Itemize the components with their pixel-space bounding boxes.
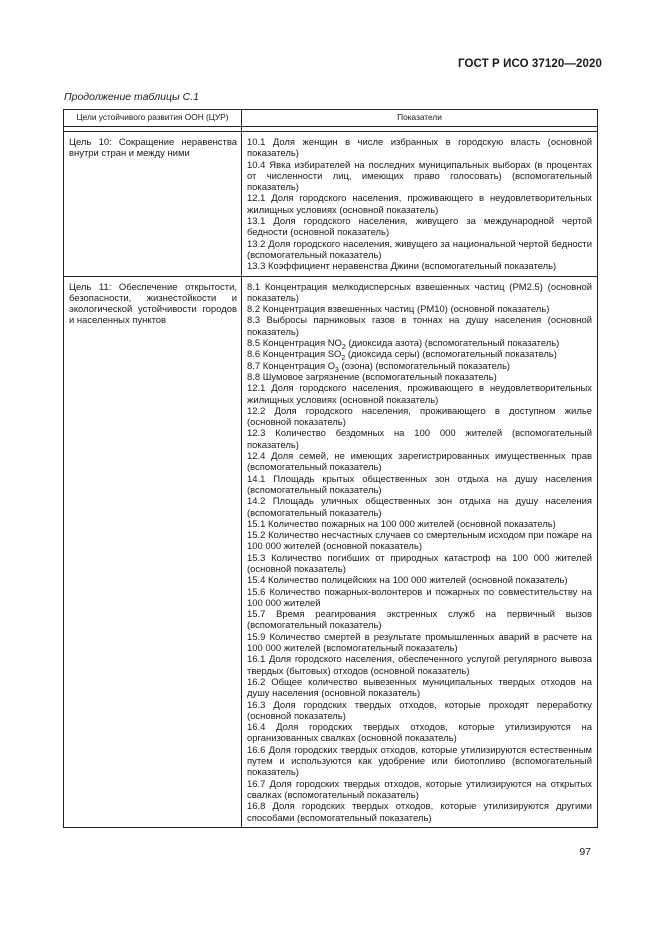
indicator-item: 16.4 Доля городских твердых отходов, которые утилизируются на организованных свалках (основной показатель) (247, 722, 592, 745)
document-code: ГОСТ Р ИСО 37120—2020 (457, 58, 602, 70)
indicator-item: 10.4 Явка избирателей на последних муниципальных выборах (в процентах от численности лиц, имеющих право голосовать) (вспомогательный показатель) (247, 159, 592, 194)
indicator-item: 8.8 Шумовое загрязнение (вспомогательный показатель) (247, 371, 497, 383)
indicator-item: 12.2 Доля городского населения, проживающего в доступном жилье (основной показатель) (247, 405, 592, 429)
table-row (64, 276, 598, 827)
indicator-item: 16.6 Доля городских твердых отходов, которые утилизируются естественным путем и используются как удобрение или биотопливо (вспомогательный показатель) (247, 744, 592, 779)
indicator-item: 15.4 Количество полицейских на 100 000 жителей (основной показатель) (247, 575, 568, 587)
indicator-item: 16.3 Доля городских твердых отходов, которые проходят переработку (основной показатель) (247, 699, 592, 722)
indicator-item: 15.2 Количество несчастных случаев со смертельным исходом при пожаре на 100 000 жителей (основной показатель) (247, 530, 592, 553)
header-indicators: Показатели (242, 110, 598, 127)
page-number: 97 (579, 846, 591, 858)
indicator-item: 12.1 Доля городского населения, проживающего в неудовлетворительных жилищных условиях (основной показатель) (247, 383, 592, 406)
header-goals: Цели устойчивого развития ООН (ЦУР) (64, 110, 242, 127)
indicator-item: 14.2 Площадь уличных общественных зон отдыха на душу населения (вспомогательный показатель) (247, 496, 592, 519)
goal-cell: Цель 11: Обеспечение открытости, безопасности, жизнестойкости и экологической устойчивости городов и населенных пунктов (64, 276, 242, 827)
table-caption: Продолжение таблицы С.1 (64, 91, 199, 103)
indicator-item: 14.1 Площадь крытых общественных зон отдыха на душу населения (вспомогательный показатель) (247, 473, 592, 496)
indicator-item: 15.7 Время реагирования экстренных служб на первичный вызов (вспомогательный показатель) (247, 609, 592, 632)
table-row (64, 132, 598, 277)
indicator-item: 13.3 Коэффициент неравенства Джини (вспомогательный показатель) (247, 261, 557, 273)
indicator-item: 8.1 Концентрация мелкодисперсных взвешенных частиц (PM2.5) (основной показатель) (247, 281, 592, 304)
indicator-item: 16.2 Общее количество вывезенных муниципальных твердых отходов на душу населения (основной показатель) (247, 676, 592, 700)
indicator-item: 15.9 Количество смертей в результате промышленных аварий в расчете на 100 000 жителей (вспомогательный показатель) (247, 631, 592, 655)
indicator-item: 8.7 Концентрация $O_3$ (озона) (вспомогательный показатель) (247, 360, 511, 374)
indicator-item: 13.1 Доля городского населения, живущего за международной чертой бедности (основной показатель) (247, 216, 592, 239)
indicator-item: 10.1 Доля женщин в числе избранных в городскую власть (основной показатель) (247, 137, 592, 160)
indicator-item: 8.3 Выбросы парниковых газов в тоннах на душу населения (основной показатель) (247, 315, 592, 338)
indicator-item: 8.5 Концентрация $NO_2$ (диоксида азота) (вспомогательный показатель) (247, 338, 560, 351)
indicator-item: 12.1 Доля городского населения, проживающего в неудовлетворительных жилищных условиях (основной показатель) (247, 193, 592, 216)
indicator-item: 16.7 Доля городских твердых отходов, которые утилизируются на открытых свалках (вспомогательный показатель) (247, 778, 592, 801)
indicator-item: 8.2 Концентрация взвешенных частиц (PM10) (основной показатель) (247, 304, 550, 316)
indicator-item: 13.2 Доля городского населения, живущего за национальной чертой бедности (вспомогательный показатель) (247, 238, 592, 261)
indicator-item: 15.3 Количество погибших от природных катастроф на 100 000 жителей (основной показатель) (247, 552, 592, 575)
indicators-cell (242, 276, 598, 827)
indicator-item: 12.4 Доля семей, не имеющих зарегистрированных имущественных прав (вспомогательный показатель) (247, 451, 592, 474)
indicator-item: 16.1 Доля городского населения, обеспеченного услугой регулярного вывоза твердых (бытовых) отходов (основной показатель) (247, 654, 592, 677)
indicator-item: 15.1 Количество пожарных на 100 000 жителей (основной показатель) (247, 518, 556, 530)
indicator-item: 12.3 Количество бездомных на 100 000 жителей (вспомогательный показатель) (247, 428, 592, 451)
indicator-item: 16.8 Доля городских твердых отходов, которые утилизируются другими способами (вспомогательный показатель) (247, 801, 592, 824)
goal-cell: Цель 10: Сокращение неравенства внутри стран и между ними (64, 132, 242, 277)
indicators-table (63, 109, 598, 828)
indicators-cell (242, 132, 598, 277)
table-header-row (64, 110, 598, 127)
indicator-item: 8.6 Концентрация $SO_2$ (диоксида серы) (вспомогательный показатель) (247, 349, 557, 363)
indicator-item: 15.6 Количество пожарных-волонтеров и пожарных по совместительству на 100 000 жителей (247, 586, 592, 609)
